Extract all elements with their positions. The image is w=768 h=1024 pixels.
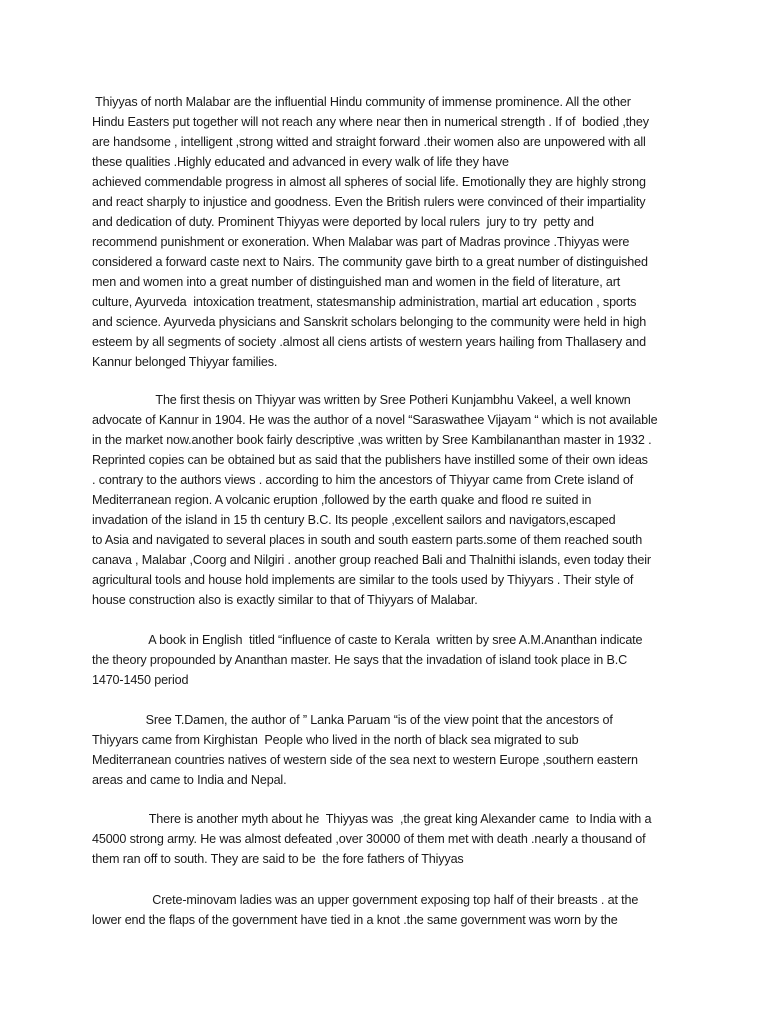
text-line: Thiyyas of north Malabar are the influential Hindu community of immense prominence. All the other xyxy=(92,95,631,109)
text-line: house construction also is exactly similar to that of Thiyyars of Malabar. xyxy=(92,593,478,607)
text-line: the theory propounded by Ananthan master. He says that the invadation of island took place in B.C xyxy=(92,653,628,667)
text-line: advocate of Kannur in 1904. He was the author of a novel “Saraswathee Vijayam “ which is not available xyxy=(92,413,658,427)
text-line: . contrary to the authors views . according to him the ancestors of Thiyyar came from Crete island of xyxy=(92,473,634,487)
text-line: A book in English titled “influence of caste to Kerala written by sree A.M.Ananthan indicate xyxy=(92,633,643,647)
text-line: There is another myth about he Thiyyas was ,the great king Alexander came to India with a xyxy=(92,812,652,826)
text-line: recommend punishment or exoneration. When Malabar was part of Madras province .Thiyyas were xyxy=(92,235,630,249)
text-line: Hindu Easters put together will not reach any where near then in numerical strength . If of bodied ,they xyxy=(92,115,649,129)
text-line: canava , Malabar ,Coorg and Nilgiri . another group reached Bali and Thalnithi islands, even today their xyxy=(92,553,651,567)
text-line: are handsome , intelligent ,strong witted and straight forward .their women also are unpowered with all xyxy=(92,135,646,149)
text-line: 45000 strong army. He was almost defeated ,over 30000 of them met with death .nearly a thousand of xyxy=(92,832,646,846)
text-line: men and women into a great number of distinguished man and women in the field of literature, art xyxy=(92,275,621,289)
text-line: Sree T.Damen, the author of ” Lanka Paruam “is of the view point that the ancestors of xyxy=(92,713,613,727)
paragraph-3 xyxy=(92,630,690,690)
text-line: 1470-1450 period xyxy=(92,673,189,687)
paragraph-1 xyxy=(92,92,690,372)
text-line: Mediterranean region. A volcanic eruption ,followed by the earth quake and flood re suited in xyxy=(92,493,592,507)
text-line: culture, Ayurveda intoxication treatment, statesmanship administration, martial art education , sports xyxy=(92,295,637,309)
text-line: lower end the flaps of the government have tied in a knot .the same government was worn by the xyxy=(92,913,618,927)
text-line: to Asia and navigated to several places in south and south eastern parts.some of them reached south xyxy=(92,533,643,547)
text-line: them ran off to south. They are said to be the fore fathers of Thiyyas xyxy=(92,852,464,866)
paragraph-2 xyxy=(92,390,690,610)
text-line: areas and came to India and Nepal. xyxy=(92,773,287,787)
text-line: Thiyyars came from Kirghistan People who lived in the north of black sea migrated to sub xyxy=(92,733,579,747)
text-line: in the market now.another book fairly descriptive ,was written by Sree Kambilananthan master in 1932 . xyxy=(92,433,652,447)
text-line: The first thesis on Thiyyar was written by Sree Potheri Kunjambhu Vakeel, a well known xyxy=(92,393,631,407)
paragraph-4 xyxy=(92,710,690,790)
text-line: Kannur belonged Thiyyar families. xyxy=(92,355,278,369)
text-line: Crete-minovam ladies was an upper government exposing top half of their breasts . at the xyxy=(92,893,639,907)
text-line: invadation of the island in 15 th century B.C. Its people ,excellent sailors and navigators,escaped xyxy=(92,513,616,527)
text-line: and science. Ayurveda physicians and Sanskrit scholars belonging to the community were held in high xyxy=(92,315,647,329)
text-line: and dedication of duty. Prominent Thiyyas were deported by local rulers jury to try petty and xyxy=(92,215,594,229)
text-line: esteem by all segments of society .almost all ciens artists of western years hailing from Thallasery and xyxy=(92,335,646,349)
text-line: considered a forward caste next to Nairs. The community gave birth to a great number of distinguished xyxy=(92,255,648,269)
text-line: these qualities .Highly educated and advanced in every walk of life they have xyxy=(92,155,509,169)
text-line: Mediterranean countries natives of western side of the sea next to western Europe ,southern eastern xyxy=(92,753,638,767)
text-line: Reprinted copies can be obtained but as said that the publishers have instilled some of their own ideas xyxy=(92,453,648,467)
text-line: achieved commendable progress in almost all spheres of social life. Emotionally they are highly strong xyxy=(92,175,646,189)
paragraph-5 xyxy=(92,809,690,869)
paragraph-6 xyxy=(92,890,690,930)
text-line: and react sharply to injustice and goodness. Even the British rulers were convinced of their impartiality xyxy=(92,195,646,209)
text-line: agricultural tools and house hold implements are similar to the tools used by Thiyyars . Their style of xyxy=(92,573,634,587)
